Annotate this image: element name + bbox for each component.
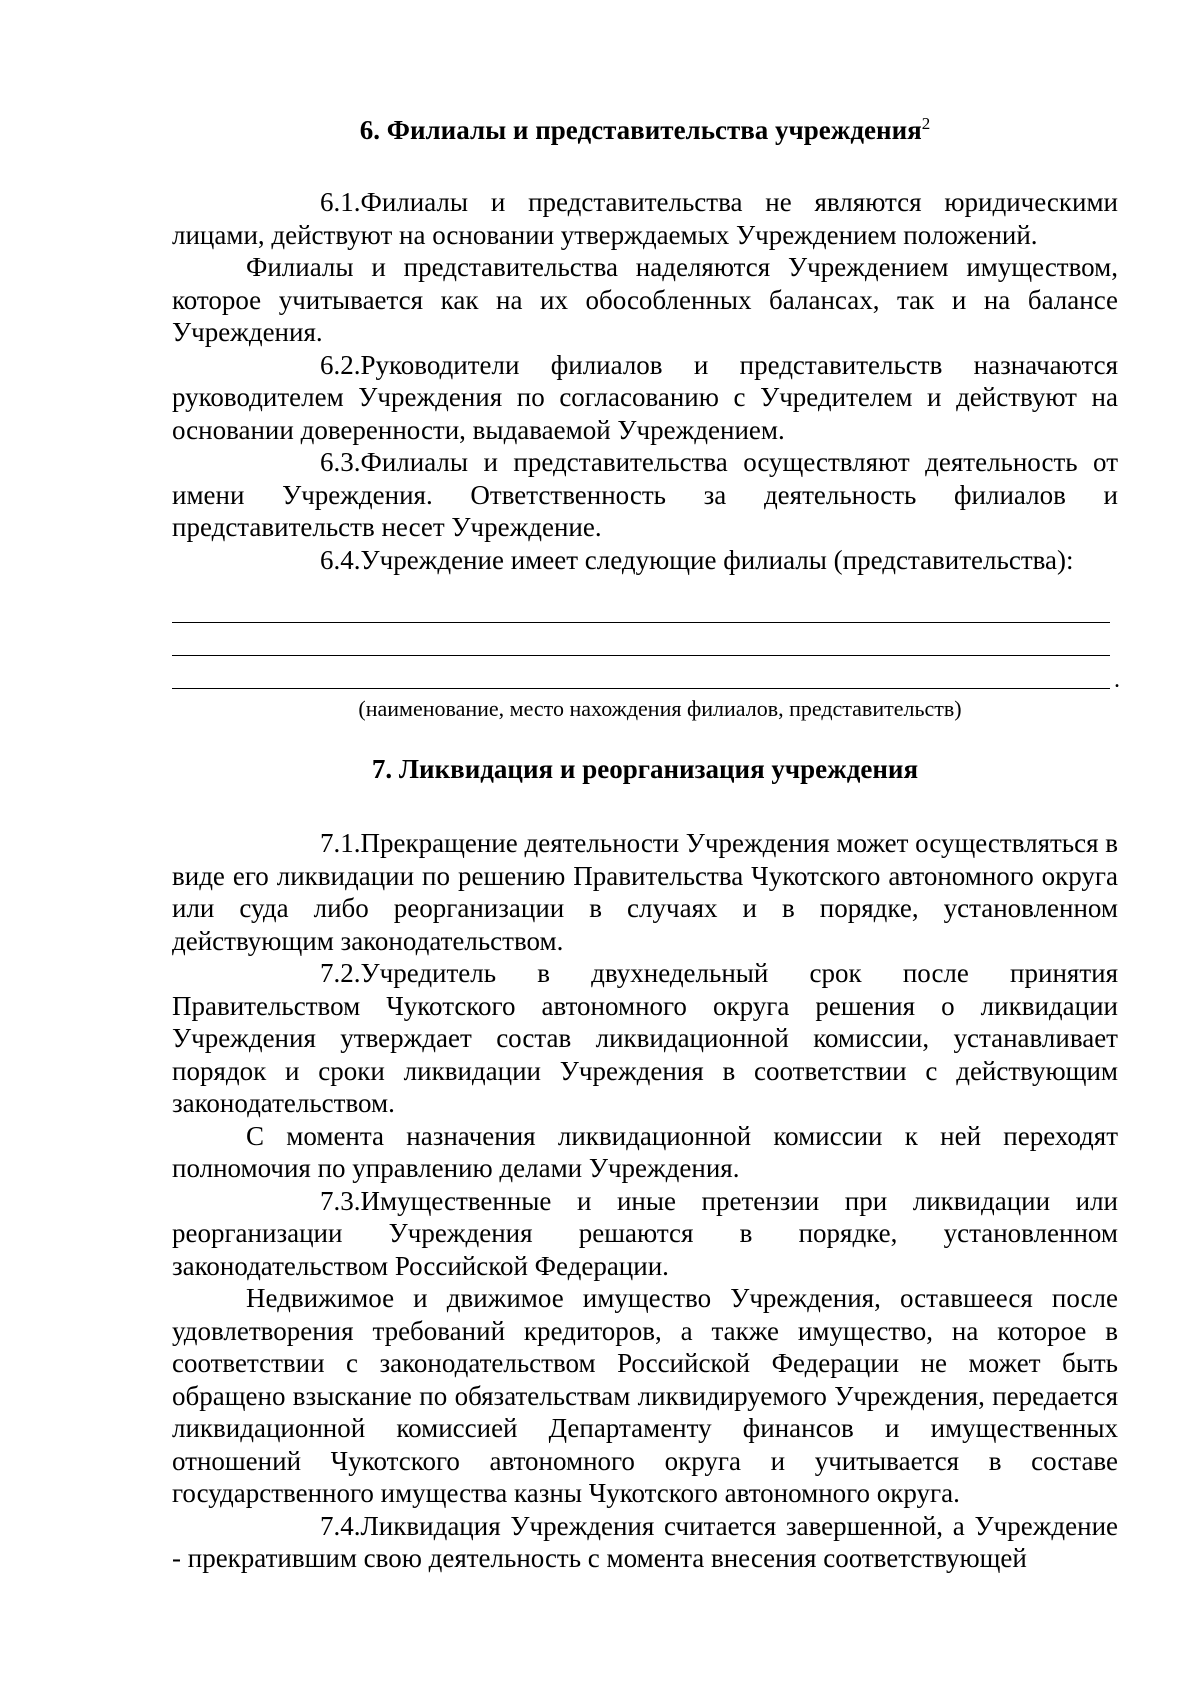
section-6-heading bbox=[172, 114, 1118, 146]
section-7-heading bbox=[172, 753, 1118, 785]
paragraph-text: Имущественные и иные претензии при ликвидации или реорганизации Учреждения решаются в порядке, установленном законодательством Российской Федерации. bbox=[172, 1185, 1118, 1281]
paragraph-6-3 bbox=[172, 446, 1118, 544]
blank-line-1 bbox=[172, 590, 1110, 623]
blank-lines-caption: (наименование, место нахождения филиалов, представительств) bbox=[358, 696, 962, 721]
paragraph-number: 6.1. bbox=[320, 187, 361, 217]
paragraph-text: Филиалы и представительства осуществляют деятельность от имени Учреждения. Ответственность за деятельность филиалов и представительств несет Учреждение. bbox=[172, 447, 1118, 542]
paragraph-number: 6.4. bbox=[320, 544, 361, 575]
blank-fill-lines bbox=[172, 590, 1120, 693]
paragraph-6-1-continued: Филиалы и представительства наделяются Учреждением имуществом, которое учитывается как на их обособленных балансах, так и на балансе Учреждения. bbox=[172, 252, 1118, 347]
paragraph-text: Руководители филиалов и представительств назначаются руководителем Учреждения по согласованию с Учредителем и действуют на основании доверенности, выдаваемой Учреждением. bbox=[172, 349, 1118, 445]
footnote-marker: 2 bbox=[921, 114, 931, 133]
paragraph-7-3-continued: Недвижимое и движимое имущество Учреждения, оставшееся после удовлетворения требований кредиторов, а также имущество, на которое в соответствии с законодательством Российской Федерации не может быть обращено взыскание по обязательствам ликвидируемого Учреждения, передается ликвидационной комиссией Департаменту финансов и имущественных отношений Чукотского автономного округа и учитывается в составе государственного имущества казны Чукотского автономного округа. bbox=[172, 1283, 1118, 1508]
paragraph-number: 7.1. bbox=[320, 828, 361, 858]
paragraph-text: Учредитель в двухнедельный срок после принятия Правительством Чукотского автономного округа решения о ликвидации Учреждения утверждает состав ликвидационной комиссии, устанавливает порядок и сроки ликвидации Учреждения в соответствии с действующим законодательством. bbox=[172, 958, 1118, 1118]
paragraph-6-4 bbox=[172, 544, 1118, 577]
paragraph-7-2-continued: С момента назначения ликвидационной комиссии к ней переходят полномочия по управлению делами Учреждения. bbox=[172, 1120, 1118, 1183]
paragraph-number: 6.3. bbox=[320, 447, 361, 477]
paragraph-text: Учреждение имеет следующие филиалы (представительства): bbox=[360, 544, 1074, 575]
paragraph-6-2 bbox=[172, 349, 1118, 447]
blank-end-mark: . bbox=[1114, 667, 1120, 693]
paragraph-text: Прекращение деятельности Учреждения может осуществляться в виде его ликвидации по решению Правительства Чукотского автономного округа или суда либо реорганизации в случаях и в порядке, установленном действующим законодательством. bbox=[172, 828, 1119, 956]
section-7-title: 7. Ликвидация и реорганизация учреждения bbox=[371, 754, 919, 784]
section-6-title: 6. Филиалы и представительства учреждения bbox=[359, 115, 922, 145]
paragraph-7-3 bbox=[172, 1185, 1118, 1283]
paragraph-text: Ликвидация Учреждения считается завершенной, а Учреждение - прекратившим свою деятельность с момента внесения соответствующей bbox=[172, 1510, 1118, 1573]
paragraph-7-2 bbox=[172, 957, 1118, 1120]
paragraph-number: 6.2. bbox=[320, 349, 361, 380]
paragraph-number: 7.4. bbox=[320, 1510, 361, 1541]
paragraph-6-1 bbox=[172, 186, 1118, 251]
blank-line-2 bbox=[172, 623, 1110, 656]
paragraph-7-4 bbox=[172, 1510, 1118, 1575]
paragraph-number: 7.3. bbox=[320, 1185, 361, 1216]
paragraph-7-1 bbox=[172, 827, 1118, 957]
paragraph-number: 7.2. bbox=[320, 958, 361, 988]
document-body bbox=[172, 110, 1118, 1575]
paragraph-text: Филиалы и представительства не являются юридическими лицами, действуют на основании утверждаемых Учреждением положений. bbox=[172, 187, 1118, 250]
blank-line-3 bbox=[172, 656, 1120, 693]
